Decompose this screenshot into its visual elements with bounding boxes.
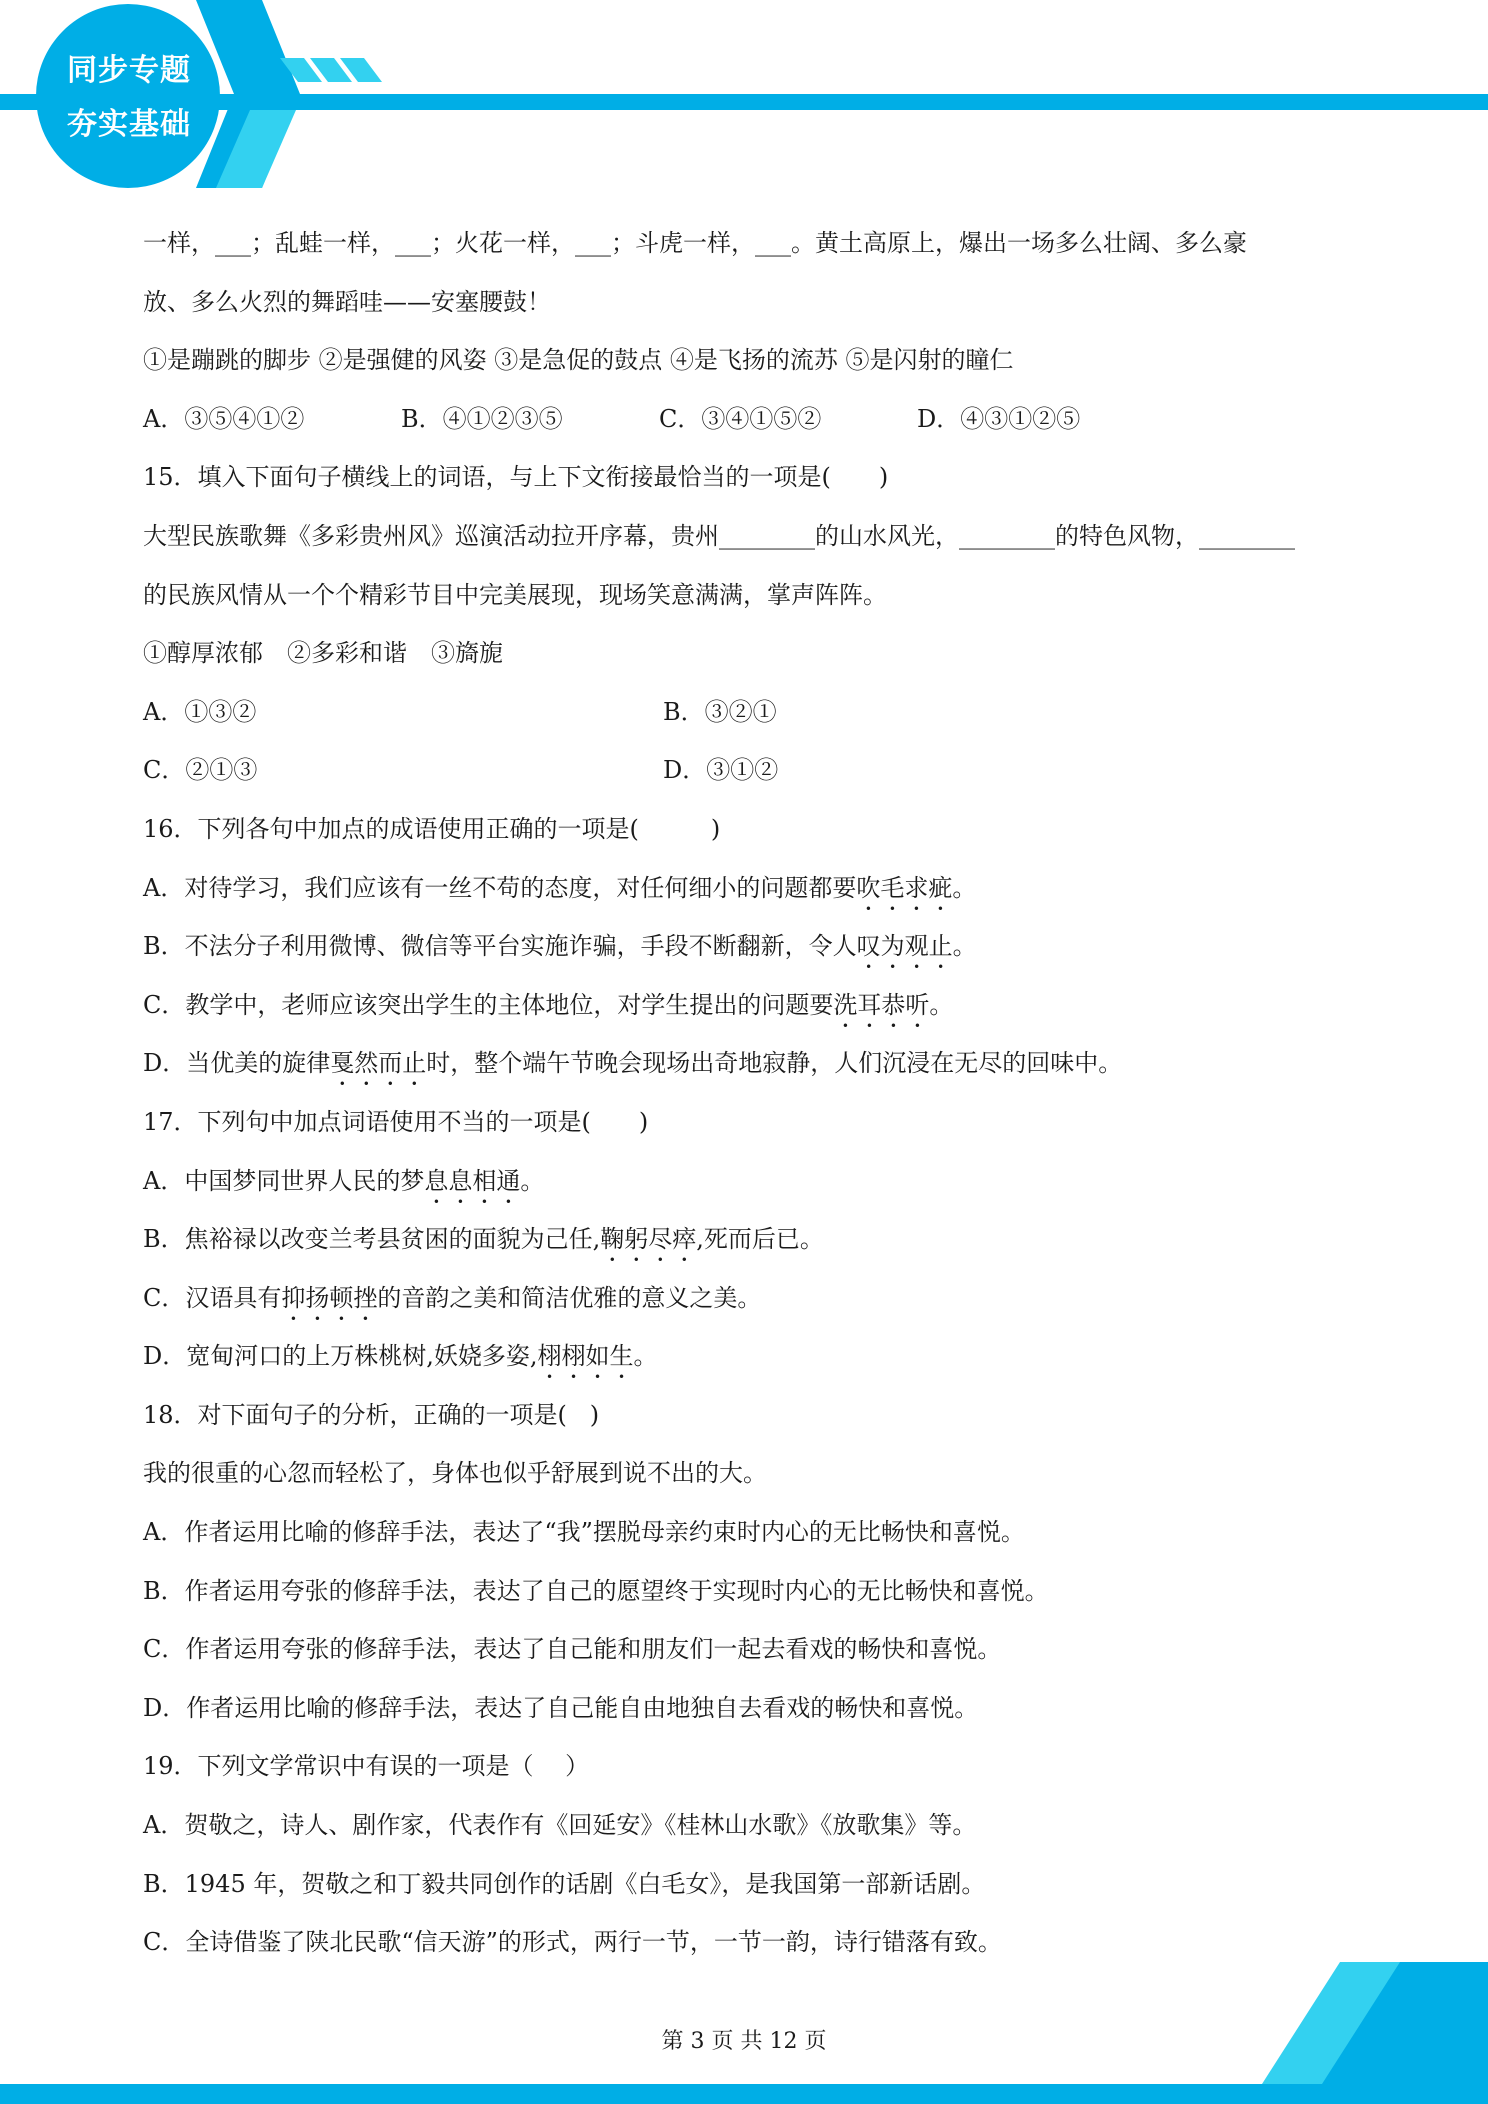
q15-sentence-2: 的民族风情从一个个精彩节目中完美展现，现场笑意满满，掌声阵阵。 (143, 580, 887, 609)
q15-option-b: B．③②① (663, 697, 777, 726)
q18-stem: 18．对下面句子的分析，正确的一项是( ) (143, 1400, 600, 1429)
q14-option-b: B．④①②③⑤ (401, 404, 563, 433)
q15-option-a: A．①③② (143, 697, 257, 726)
q17-stem: 17．下列句中加点词语使用不当的一项是( ) (143, 1107, 649, 1136)
page-number: 第 3 页 共 12 页 (661, 2029, 827, 2054)
q16-b-dotted-idiom: 叹为观止 (856, 932, 953, 961)
q14-option-a: A．③⑤④①② (143, 404, 305, 433)
q19-option-a: A．贺敬之，诗人、剧作家，代表作有《回延安》《桂林山水歌》《放歌集》等。 (143, 1811, 977, 1840)
q15-stem: 15．填入下面句子横线上的词语，与上下文衔接最恰当的一项是( ) (143, 463, 889, 492)
q16-option-b: B．不法分子利用微博、微信等平台实施诈骗，手段不断翻新，令人叹为观止。 (143, 932, 977, 961)
q14-phrases: ①是蹦跳的脚步 ②是强健的风姿 ③是急促的鼓点 ④是飞扬的流苏 ⑤是闪射的瞳仁 (143, 346, 1014, 375)
header-badge (34, 8, 224, 188)
q14-option-c: C．③④①⑤② (659, 404, 822, 433)
q16-d-dotted-idiom: 戛然而止 (330, 1049, 427, 1078)
q16-option-a: A．对待学习，我们应该有一丝不苟的态度，对任何细小的问题都要吹毛求疵。 (143, 873, 977, 902)
q17-option-a: A．中国梦同世界人民的梦息息相通。 (143, 1166, 545, 1195)
q17-option-d: D．宽甸河口的上万株桃树,妖娆多姿,栩栩如生。 (143, 1342, 658, 1371)
passage-line-1: 一样，___；乱蛙一样，___；火花一样，___；斗虎一样，___。黄土高原上，爆出一场多么壮阔、多么豪 (143, 229, 1247, 257)
q15-option-c: C．②①③ (143, 756, 258, 785)
q15-options-row-1 (143, 683, 1353, 742)
q17-option-c: C．汉语具有抑扬顿挫的音韵之美和简洁优雅的意义之美。 (143, 1283, 762, 1312)
q19-option-b: B．1945 年，贺敬之和丁毅共同创作的话剧《白毛女》，是我国第一部新话剧。 (143, 1869, 986, 1898)
q19-option-c: C．全诗借鉴了陕北民歌“信天游”的形式，两行一节，一节一韵，诗行错落有致。 (143, 1928, 1002, 1957)
footer-stripe (0, 2084, 1488, 2104)
badge-line-2: 夯实基础 (67, 107, 191, 142)
q18-option-c: C．作者运用夸张的修辞手法，表达了自己能和朋友们一起去看戏的畅快和喜悦。 (143, 1635, 1002, 1664)
passage-line-2: 放、多么火烈的舞蹈哇——安塞腰鼓！ (143, 287, 551, 316)
q14-option-d: D．④③①②⑤ (917, 404, 1081, 433)
q17-b-dotted-word: 鞠躬尽瘁 (600, 1225, 697, 1254)
q15-sentence-1: 大型民族歌舞《多彩贵州风》巡演活动拉开序幕，贵州________的山水风光，________的特色风物，________ (143, 521, 1295, 550)
badge-line-1: 同步专题 (67, 53, 191, 88)
q18-option-a: A．作者运用比喻的修辞手法，表达了“我”摆脱母亲约束时内心的无比畅快和喜悦。 (143, 1518, 1025, 1547)
q16-stem: 16．下列各句中加点的成语使用正确的一项是( ) (143, 814, 721, 843)
q16-c-dotted-idiom: 洗耳恭听 (833, 990, 930, 1019)
q17-a-dotted-word: 息息相通 (424, 1166, 521, 1195)
q15-options-row-2 (143, 741, 1353, 800)
q16-a-dotted-idiom: 吹毛求疵 (856, 873, 953, 902)
q17-c-dotted-word: 抑扬顿挫 (281, 1283, 378, 1312)
q16-option-d: D．当优美的旋律戛然而止时，整个端午节晚会现场出奇地寂静，人们沉浸在无尽的回味中。 (143, 1049, 1123, 1078)
exam-content (143, 214, 1353, 1972)
q15-option-d: D．③①② (663, 756, 779, 785)
q17-option-b: B．焦裕禄以改变兰考县贫困的面貌为己任,鞠躬尽瘁,死而后已。 (143, 1225, 824, 1254)
q17-d-dotted-word: 栩栩如生 (537, 1342, 634, 1371)
q18-sentence: 我的很重的心忽而轻松了，身体也似乎舒展到说不出的大。 (143, 1459, 767, 1488)
q18-option-b: B．作者运用夸张的修辞手法，表达了自己的愿望终于实现时内心的无比畅快和喜悦。 (143, 1576, 1049, 1605)
q18-option-d: D．作者运用比喻的修辞手法，表达了自己能自由地独自去看戏的畅快和喜悦。 (143, 1693, 979, 1722)
q15-words: ①醇厚浓郁 ②多彩和谐 ③旖旎 (143, 639, 503, 668)
q14-options (143, 390, 1353, 449)
q19-stem: 19．下列文学常识中有误的一项是（ ） (143, 1752, 590, 1781)
q16-option-c: C．教学中，老师应该突出学生的主体地位，对学生提出的问题要洗耳恭听。 (143, 990, 954, 1019)
